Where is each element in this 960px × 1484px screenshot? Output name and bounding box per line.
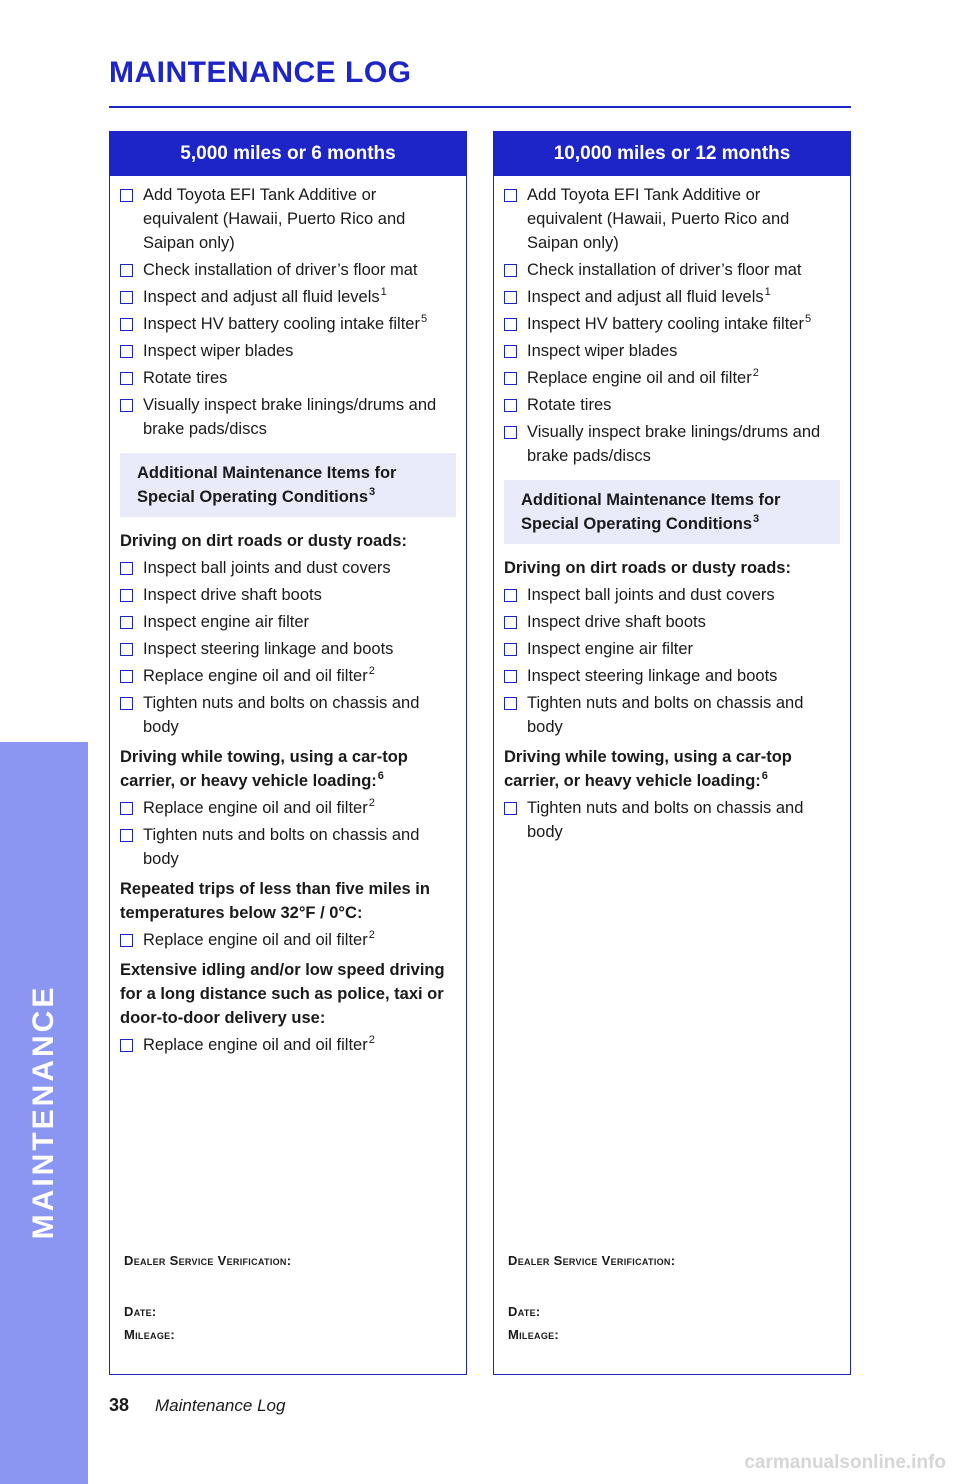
checklist-item-label: Inspect engine air filter [143,613,310,631]
checklist-item [504,420,840,468]
footnote-ref: 5 [804,312,812,325]
checklist-item-label: Add Toyota EFI Tank Additive or equivalent (Hawaii, Puerto Rico and Saipan only) [527,186,790,252]
checklist-item-label: Inspect engine air filter [527,640,694,658]
checklist-item-label: Tighten nuts and bolts on chassis and body [143,694,420,736]
checklist-item-label: Replace engine oil and oil filter [143,1036,368,1054]
checkbox[interactable] [120,1039,133,1052]
checklist-item-label: Rotate tires [527,396,612,414]
checklist-item-label: Inspect drive shaft boots [527,613,706,631]
condition-title: Extensive idling and/or low speed driving for a long distance such as police, taxi or door-to-door delivery use: [120,961,445,1027]
title-rule [109,106,851,108]
checklist-item [504,366,840,390]
condition-title: Repeated trips of less than five miles in temperatures below 32°F / 0°C: [120,880,430,922]
condition-heading [120,958,456,1030]
checklist-item [504,312,840,336]
checklist-item-label: Visually inspect brake linings/drums and brake pads/discs [527,423,821,465]
interval-header: 5,000 miles or 6 months [110,132,466,176]
checklist-item-text-wrap [527,796,840,844]
checklist-item-text-wrap [527,339,840,363]
checklist-item-text-wrap [143,691,456,739]
mileage-label: Mileage: [124,1327,176,1342]
page-title: MAINTENANCE LOG [109,56,412,89]
checklist-item [120,1033,456,1057]
checklist-item-label: Check installation of driver’s floor mat [527,261,802,279]
checkbox[interactable] [504,318,517,331]
checklist-item-text-wrap [143,393,456,441]
checklist-item [504,183,840,255]
checklist-item [120,583,456,607]
dealer-verification-label: Dealer Service Verification: [124,1253,292,1268]
checklist-item-text-wrap [143,664,456,688]
checklist-item-label: Replace engine oil and oil filter [143,931,368,949]
checklist-item [120,556,456,580]
checklist-item-text-wrap [143,796,456,820]
checklist-item-label: Inspect wiper blades [527,342,678,360]
checklist-item [120,691,456,739]
checklist-item [120,312,456,336]
checklist-item [120,366,456,390]
interval-column-10000 [493,131,851,1375]
checkbox[interactable] [504,345,517,358]
checklist-item-text-wrap [143,583,456,607]
checkbox[interactable] [120,589,133,602]
checkbox[interactable] [504,670,517,683]
additional-items-text: Additional Maintenance Items for Special Operating Conditions [521,491,781,533]
checklist-item [504,339,840,363]
checklist-item [504,258,840,282]
footnote-ref: 2 [752,366,759,379]
checkbox[interactable] [120,670,133,683]
footnote-ref: 2 [368,664,375,677]
footnote-ref: 1 [380,285,387,298]
footnote-ref: 3 [369,485,376,498]
checklist-item-label: Inspect steering linkage and boots [143,640,394,658]
checkbox[interactable] [504,264,517,277]
checklist-item-label: Add Toyota EFI Tank Additive or equivalent (Hawaii, Puerto Rico and Saipan only) [143,186,406,252]
checkbox[interactable] [120,291,133,304]
checkbox[interactable] [504,399,517,412]
additional-items-text: Additional Maintenance Items for Special Operating Conditions [137,464,397,506]
checklist-item-label: Inspect steering linkage and boots [527,667,778,685]
checklist-item-label: Inspect drive shaft boots [143,586,322,604]
checklist-item-label: Replace engine oil and oil filter [527,369,752,387]
checkbox[interactable] [120,399,133,412]
checklist-item-label: Inspect and adjust all fluid levels [527,288,764,306]
checkbox[interactable] [504,802,517,815]
additional-items-heading [504,480,840,544]
checkbox[interactable] [504,616,517,629]
condition-title: Driving on dirt roads or dusty roads: [120,532,407,550]
checklist-item [504,610,840,634]
checklist-item-text-wrap [527,366,840,390]
checklist-item [120,285,456,309]
checklist-item [120,393,456,441]
checklist-item-text-wrap [527,664,840,688]
checklist-item [504,691,840,739]
checklist-item-text-wrap [143,285,456,309]
checklist-item-label: Inspect HV battery cooling intake filter [143,315,420,333]
checkbox[interactable] [120,934,133,947]
date-label: Date: [124,1304,157,1319]
checklist-item [504,664,840,688]
interval-body [110,176,466,1057]
condition-title: Driving while towing, using a car-top carrier, or heavy vehicle loading: [504,748,792,790]
checklist-item [120,258,456,282]
checklist-item-text-wrap [143,928,456,952]
checklist-item-label: Rotate tires [143,369,228,387]
additional-items-heading [120,453,456,517]
checklist-item [504,393,840,417]
condition-title: Driving while towing, using a car-top carrier, or heavy vehicle loading: [120,748,408,790]
checkbox[interactable] [120,802,133,815]
dealer-verification-label: Dealer Service Verification: [508,1253,676,1268]
checklist-item [504,285,840,309]
checklist-item-text-wrap [527,285,840,309]
checklist-item-label: Inspect HV battery cooling intake filter [527,315,804,333]
checklist-item-label: Tighten nuts and bolts on chassis and body [527,799,804,841]
checklist-item-text-wrap [143,183,456,255]
checklist-item [120,339,456,363]
checkbox[interactable] [120,829,133,842]
footnote-ref: 6 [761,769,768,782]
checklist-item [504,583,840,607]
page-number: 38 [109,1395,130,1415]
checklist-item-text-wrap [527,420,840,468]
mileage-label: Mileage: [508,1327,560,1342]
checklist-item-label: Check installation of driver’s floor mat [143,261,418,279]
checklist-item-text-wrap [527,312,840,336]
checkbox[interactable] [120,372,133,385]
checklist-item-text-wrap [527,610,840,634]
checklist-item [120,637,456,661]
checklist-item-text-wrap [527,637,840,661]
checkbox[interactable] [504,589,517,602]
footnote-ref: 5 [420,312,428,325]
checklist-item [120,610,456,634]
checkbox[interactable] [120,616,133,629]
footnote-ref: 2 [368,796,375,809]
condition-heading [120,529,456,553]
checklist-item-text-wrap [143,556,456,580]
checklist-item-label: Visually inspect brake linings/drums and brake pads/discs [143,396,437,438]
checklist-item-label: Inspect and adjust all fluid levels [143,288,380,306]
checklist-item-label: Inspect ball joints and dust covers [143,559,391,577]
checklist-item-text-wrap [527,393,840,417]
checkbox[interactable] [120,318,133,331]
interval-body [494,176,850,844]
checklist-item-text-wrap [143,258,456,282]
checklist-item-label: Inspect wiper blades [143,342,294,360]
checkbox[interactable] [120,643,133,656]
checklist-item-text-wrap [143,823,456,871]
checkbox[interactable] [504,189,517,202]
checklist-item [120,183,456,255]
checkbox[interactable] [120,189,133,202]
condition-heading [504,556,840,580]
checklist-item [120,796,456,820]
checklist-item-text-wrap [527,183,840,255]
checklist-item-text-wrap [143,637,456,661]
checklist-item-text-wrap [143,339,456,363]
footnote-ref: 2 [368,928,375,941]
condition-heading [120,745,456,793]
footnote-ref: 1 [764,285,771,298]
checkbox[interactable] [504,291,517,304]
checkbox[interactable] [120,697,133,710]
checklist-item-text-wrap [143,610,456,634]
checklist-item-text-wrap [527,583,840,607]
checkbox[interactable] [504,643,517,656]
condition-title: Driving on dirt roads or dusty roads: [504,559,791,577]
checklist-item [504,796,840,844]
checkbox[interactable] [120,264,133,277]
checklist-item-text-wrap [143,312,456,336]
footer-label: Maintenance Log [155,1396,286,1415]
checklist-item-label: Tighten nuts and bolts on chassis and body [527,694,804,736]
checklist-item-text-wrap [143,1033,456,1057]
checkbox[interactable] [504,697,517,710]
footnote-ref: 6 [377,769,384,782]
checklist-item-label: Replace engine oil and oil filter [143,799,368,817]
checkbox[interactable] [120,345,133,358]
footnote-ref: 3 [753,512,760,525]
checklist-item-label: Tighten nuts and bolts on chassis and body [143,826,420,868]
checklist-item-label: Inspect ball joints and dust covers [527,586,775,604]
checklist-item [504,637,840,661]
condition-heading [120,877,456,925]
checklist-item [120,664,456,688]
checklist-item-text-wrap [527,258,840,282]
side-tab-label: MAINTENANCE [27,984,60,1240]
condition-heading [504,745,840,793]
checklist-item [120,823,456,871]
checkbox[interactable] [504,372,517,385]
checkbox[interactable] [120,562,133,575]
checklist-item-text-wrap [527,691,840,739]
checkbox[interactable] [504,426,517,439]
watermark: carmanualsonline.info [744,1452,946,1473]
checklist-item-text-wrap [143,366,456,390]
checklist-item [120,928,456,952]
footnote-ref: 2 [368,1033,375,1046]
interval-header: 10,000 miles or 12 months [494,132,850,176]
date-label: Date: [508,1304,541,1319]
interval-column-5000 [109,131,467,1375]
checklist-item-label: Replace engine oil and oil filter [143,667,368,685]
